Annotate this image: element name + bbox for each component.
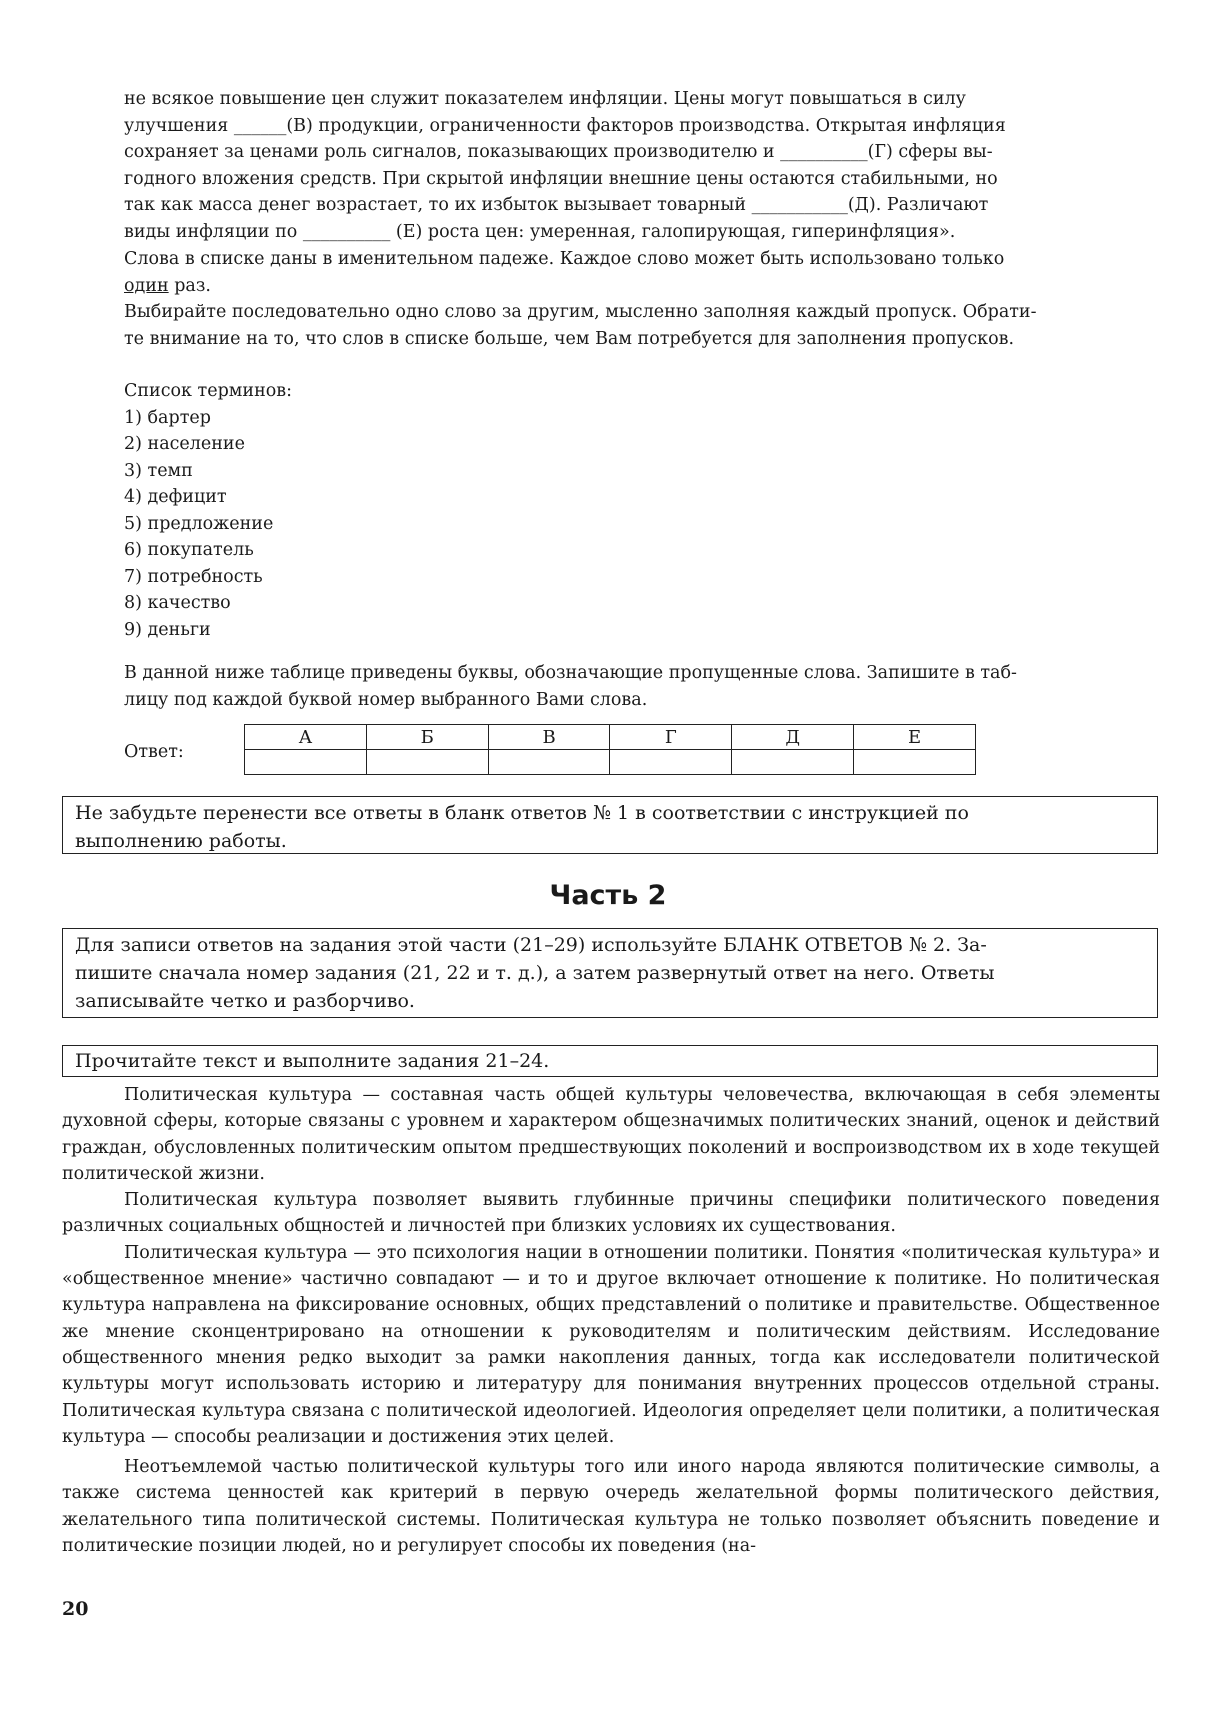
instructions-line: Для записи ответов на задания этой части (21–29) используйте БЛАНК ОТВЕТОВ № 2. За- <box>75 934 987 956</box>
answer-cell-b[interactable] <box>366 750 488 775</box>
text-paragraph: Политическая культура позволяет выявить глубинные причины специфики политического поведения различных социальных общностей и личностей при близких условиях их существования. <box>62 1190 1160 1237</box>
answer-label: Ответ: <box>124 742 184 762</box>
answer-cell-g[interactable] <box>610 750 732 775</box>
intro-line: годного вложения средств. При скрытой инфляции внешние цены остаются стабильными, но <box>124 168 998 189</box>
answer-cell-v[interactable] <box>488 750 610 775</box>
table-instruction <box>124 660 1160 713</box>
answer-cell-e[interactable] <box>854 750 976 775</box>
intro-line: не всякое повышение цен служит показателем инфляции. Цены могут повышаться в силу <box>124 89 966 109</box>
intro-line: улучшения ______(В) продукции, ограниченности факторов производства. Открытая инфляция <box>124 115 1006 136</box>
instructions-box <box>62 928 1158 1018</box>
rules-line: те внимание на то, что слов в списке больше, чем Вам потребуется для заполнения пропусков. <box>124 328 1015 349</box>
rules-line-once <box>124 273 1160 300</box>
table-instruction-line: В данной ниже таблице приведены буквы, обозначающие пропущенные слова. Запишите в таб- <box>124 663 1017 683</box>
term-item: 8) качество <box>124 593 231 613</box>
intro-line: так как масса денег возрастает, то их избыток вызывает товарный ___________(Д). Различают <box>124 195 989 215</box>
term-item: 9) деньги <box>124 619 211 640</box>
terms-title: Список терминов: <box>124 381 293 401</box>
answer-header-cell: Е <box>854 725 976 750</box>
answer-cell-a[interactable] <box>245 750 367 775</box>
reading-text <box>62 1082 1160 1559</box>
text-paragraph: Политическая культура — это психология нации в отношении политики. Понятия «политическая культура» и «общественное мнение» частично совпадают — и то и другое включает отношение к политике. Но политическая культура направлена на фиксирование основных, общих представлений о политике и правительстве. Общественное же мнение сконцентрировано на отношении к руководителям и политическим действиям. Исследование общественного мнения редко выходит за рамки накопления данных, тогда как исследователи политической культуры могут использовать историю и литературу для понимания внутренних процессов отдельной страны. Политическая культура связана с политической идеологией. Идеология определяет цели политики, а политическая культура — способы реализации и достижения этих целей. <box>62 1242 1160 1447</box>
text-paragraph: Политическая культура — составная часть общей культуры человечества, включающая в себя элементы духовной сферы, которые связаны с уровнем и характером общезначимых политических знаний, оценок и действий граждан, обусловленных политическим опытом предшествующих поколений и воспроизводством их в ходе текущей политической жизни. <box>62 1085 1160 1184</box>
reminder-line: выполнению работы. <box>75 830 287 852</box>
answer-input-row <box>245 750 976 775</box>
rules-line: Выбирайте последовательно одно слово за другим, мысленно заполняя каждый пропуск. Обрати- <box>124 302 1037 322</box>
terms-section <box>124 378 292 643</box>
term-item: 6) покупатель <box>124 540 254 560</box>
term-item: 4) дефицит <box>124 487 227 507</box>
part-title: Часть 2 <box>549 880 667 911</box>
term-item: 3) темп <box>124 460 193 481</box>
answer-header-cell: В <box>488 725 610 750</box>
instructions-line: пишите сначала номер задания (21, 22 и т. д.), а затем развернутый ответ на него. Ответы <box>75 962 995 984</box>
table-instruction-line: лицу под каждой буквой номер выбранного Вами слова. <box>124 689 648 710</box>
task-header-box <box>62 1045 1158 1077</box>
answer-cell-d[interactable] <box>732 750 854 775</box>
answer-header-cell: Б <box>366 725 488 750</box>
once-tail: раз. <box>168 275 211 296</box>
rules-line: Слова в списке даны в именительном падеже. Каждое слово может быть использовано только <box>124 249 1005 269</box>
intro-text <box>124 86 1160 245</box>
reminder-line: Не забудьте перенести все ответы в бланк ответов № 1 в соответствии с инструкцией по <box>75 802 969 824</box>
intro-line: сохраняет за ценами роль сигналов, показывающих производителю и __________(Г) сферы вы- <box>124 142 993 162</box>
term-item: 2) население <box>124 434 245 454</box>
answer-header-cell: Г <box>610 725 732 750</box>
answer-table <box>244 724 976 775</box>
answer-header-row <box>245 725 976 750</box>
terms-list <box>124 405 292 644</box>
page-number: 20 <box>62 1598 89 1620</box>
intro-line: виды инфляции по __________ (Е) роста цен: умеренная, галопирующая, гиперинфляция». <box>124 221 956 242</box>
rules-text <box>124 246 1160 352</box>
reminder-box <box>62 796 1158 854</box>
term-item: 7) потребность <box>124 566 263 587</box>
task-header: Прочитайте текст и выполните задания 21–24. <box>75 1050 550 1072</box>
answer-header-cell: А <box>245 725 367 750</box>
text-paragraph: Неотъемлемой частью политической культуры того или иного народа являются политические символы, а также система ценностей как критерий в первую очередь желательной формы политического действия, желательного типа политической системы. Политическая культура не только позволяет объяснить поведение и политические позиции людей, но и регулирует способы их поведения (на- <box>62 1457 1160 1557</box>
term-item: 5) предложение <box>124 513 274 534</box>
instructions-line: записывайте четко и разборчиво. <box>75 990 415 1012</box>
term-item: 1) бартер <box>124 407 211 428</box>
once-word: один <box>124 275 169 296</box>
answer-header-cell: Д <box>732 725 854 750</box>
